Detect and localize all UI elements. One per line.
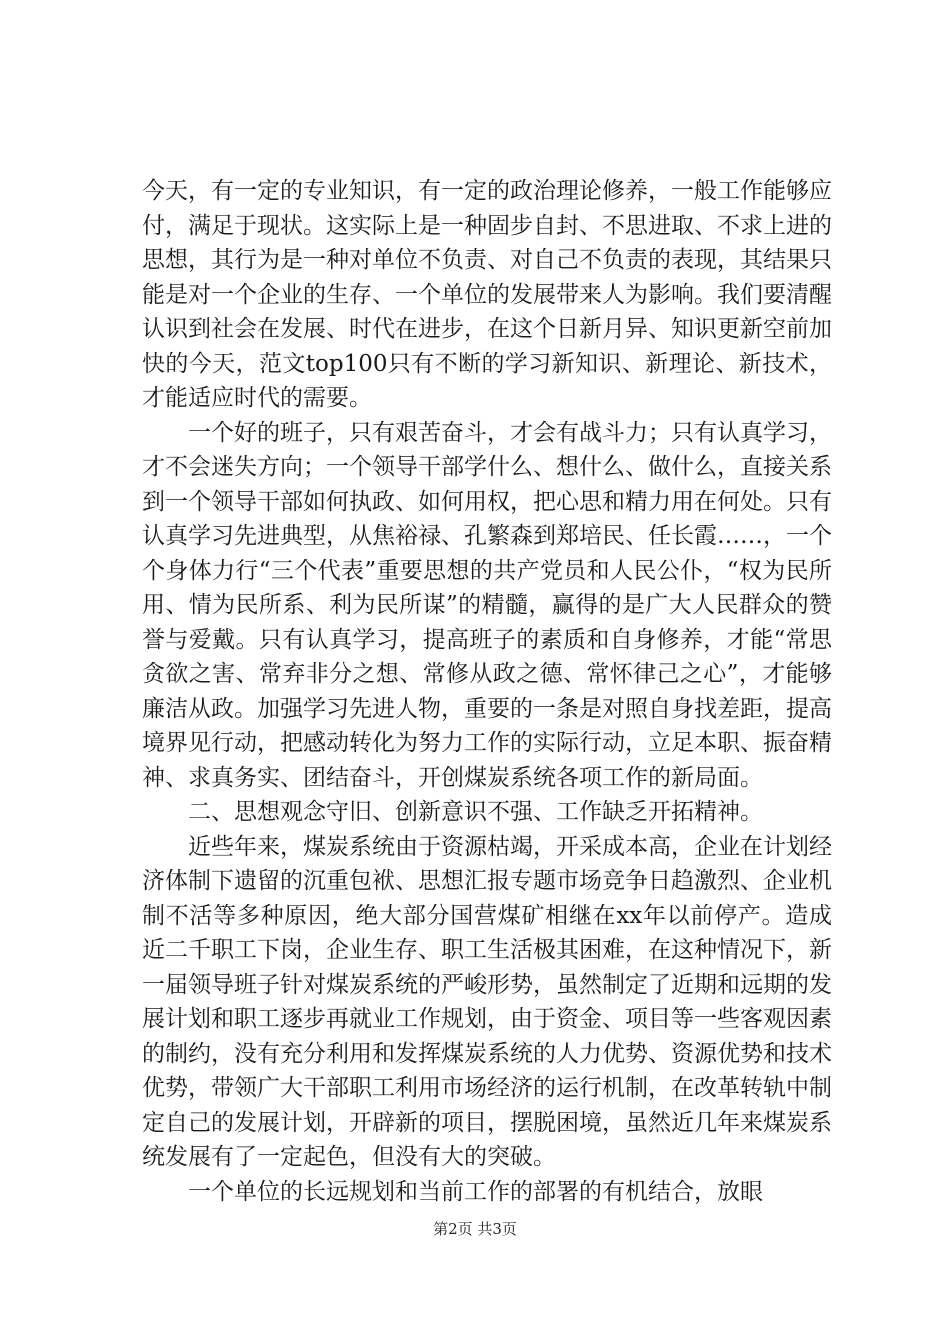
paragraph-study-importance: 一个好的班子，只有艰苦奋斗，才会有战斗力；只有认真学习，才不会迷失方向；一个领导干部学什么、想什么、做什么，直接关系到一个领导干部如何执政、如何用权，把心思和精力用在何处。只有认真学习先进典型，从焦裕禄、孔繁森到郑培民、任长霞……，一个个身体力行“三个代表”重要思想的共产党员和人民公仆，“权为民所用、情为民所系、利为民所谋”的精髓，赢得的是广大人民群众的赞誉与爱戴。只有认真学习，提高班子的素质和自身修养，才能“常思贪欲之害、常弃非分之想、常修从政之德、常怀律己之心”，才能够廉洁从政。加强学习先进人物，重要的一条是对照自身找差距，提高境界见行动，把感动转化为努力工作的实际行动，立足本职、振奋精神、求真务实、团结奋斗，开创煤炭系统各项工作的新局面。 [142,419,832,791]
section-heading-two: 二、思想观念守旧、创新意识不强、工作缺乏开拓精神。 [188,799,763,825]
paragraph-continued: 今天，有一定的专业知识，有一定的政治理论修养，一般工作能够应付，满足于现状。这实际上是一种固步自封、不思进取、不求上进的思想，其行为是一种对单位不负责、对自己不负责的表现，其结果只能是对一个企业的生存、一个单位的发展带来人为影响。我们要清醒认识到社会在发展、时代在进步，在这个日新月异、知识更新空前加快的今天，范文top100只有不断的学习新知识、新理论、新技术，才能适应时代的需要。 [142,178,832,411]
page-footer: 第2页 共3页 [433,1220,517,1238]
paragraph-planning: 一个单位的长远规划和当前工作的部署的有机结合，放眼 [188,1178,763,1205]
paragraph-coal-system: 近些年来，煤炭系统由于资源枯竭，开采成本高，企业在计划经济体制下遗留的沉重包袱、思想汇报专题市场竞争日趋激烈、企业机制不活等多种原因，绝大部分国营煤矿相继在xx年以前停产。造成近二千职工下岗，企业生存、职工生活极其困难，在这种情况下，新一届领导班子针对煤炭系统的严峻形势，虽然制定了近期和远期的发展计划和职工逐步再就业工作规划，由于资金、项目等一些客观因素的制约，没有充分利用和发挥煤炭系统的人力优势、资源优势和技术优势，带领广大干部职工利用市场经济的运行机制，在改革转轨中制定自己的发展计划，开辟新的项目，摆脱困境，虽然近几年来煤炭系统发展有了一定起色，但没有大的突破。 [142,833,832,1170]
document-body [142,174,832,1209]
